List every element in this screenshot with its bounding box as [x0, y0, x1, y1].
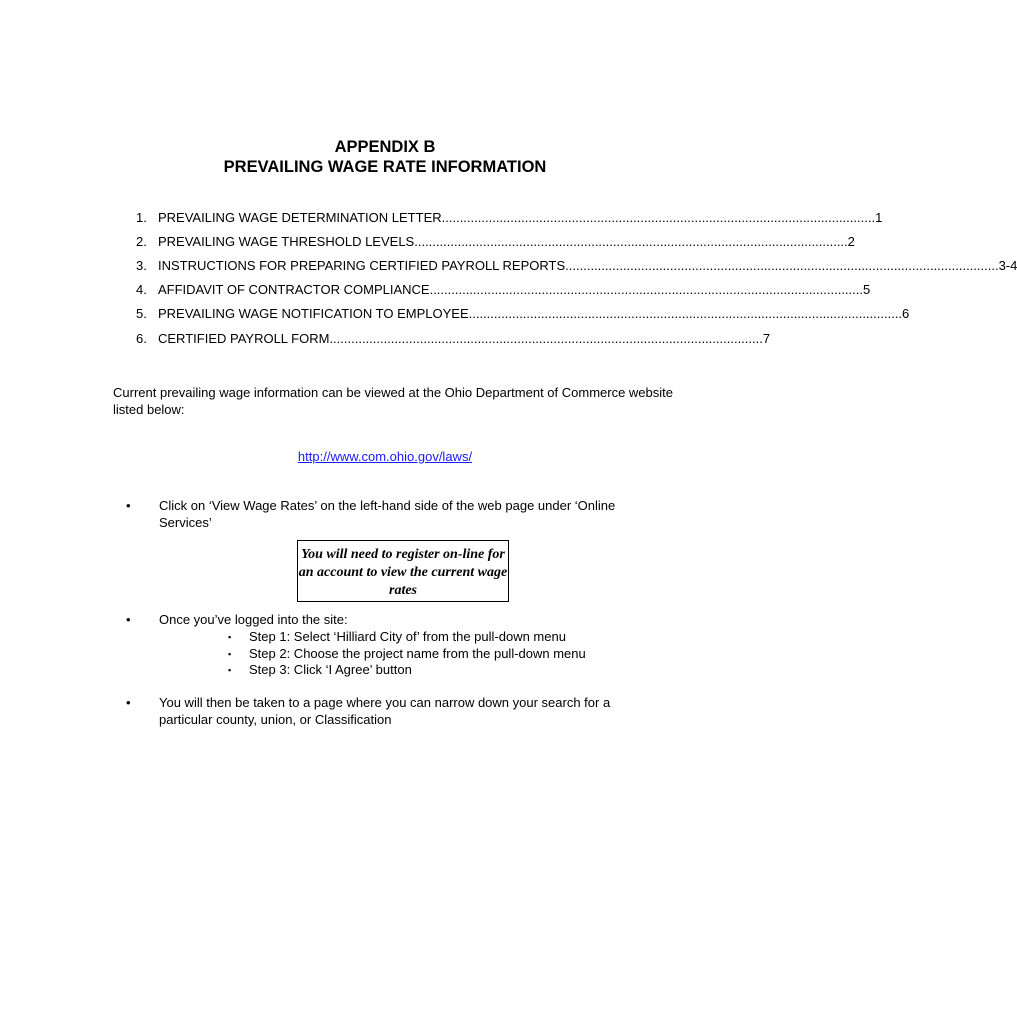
step-text: Step 1: Select ‘Hilliard City of’ from the pull-down menu — [249, 629, 566, 644]
bullet-text: Once you’ve logged into the site: — [159, 612, 348, 627]
bullet-text: Click on ‘View Wage Rates’ on the left-hand side of the web page under ‘Online Services’ — [159, 498, 616, 530]
toc-item-number: 3. — [136, 257, 147, 273]
bullet-text: You will then be taken to a page where you can narrow down your search for a particular county, union, or Classification — [159, 695, 611, 727]
bullet-item — [126, 612, 666, 629]
toc-item — [136, 302, 910, 326]
toc-leader-dots: ........................................................................................................................ — [329, 330, 763, 346]
toc-item — [136, 229, 855, 253]
toc-item-page: 1 — [875, 209, 883, 225]
steps-list — [228, 629, 586, 679]
step-item — [228, 662, 586, 679]
toc-item-text: INSTRUCTIONS FOR PREPARING CERTIFIED PAYROLL REPORTS — [158, 257, 566, 273]
toc-leader-dots: ........................................................................................................................ — [429, 282, 863, 298]
toc-item-text: AFFIDAVIT OF CONTRACTOR COMPLIANCE — [158, 282, 430, 298]
square-bullet-icon: ▪ — [228, 632, 232, 642]
toc-item-text: PREVAILING WAGE NOTIFICATION TO EMPLOYEE — [158, 306, 469, 322]
toc-item-page: 3-4 — [998, 257, 1017, 273]
toc-item-number: 1. — [136, 209, 147, 225]
toc-item-page: 5 — [863, 282, 871, 298]
toc-item-text: CERTIFIED PAYROLL FORM — [158, 330, 330, 346]
toc-item — [136, 253, 1017, 277]
toc-leader-dots: ........................................................................................................................ — [468, 306, 903, 322]
toc-item — [136, 278, 871, 302]
step-text: Step 2: Choose the project name from the pull-down menu — [249, 645, 586, 661]
toc-leader-dots: ........................................................................................................................ — [565, 257, 999, 273]
toc-item-number: 2. — [136, 233, 147, 249]
ohio-commerce-link[interactable]: http://www.com.ohio.gov/laws/ — [297, 449, 473, 464]
toc-item-page: 6 — [902, 306, 910, 322]
toc-leader-dots: ........................................................................................................................ — [441, 209, 876, 225]
bullet-item — [126, 695, 666, 728]
square-bullet-icon: ▪ — [228, 648, 232, 659]
bullet-dot-icon: • — [126, 612, 131, 627]
toc-item-number: 6. — [136, 330, 147, 346]
step-text: Step 3: Click ‘I Agree’ button — [249, 662, 412, 677]
intro-paragraph: Current prevailing wage information can be viewed at the Ohio Department of Commerce website listed below: — [113, 385, 673, 417]
register-notice-box: You will need to register on-line for an account to view the current wage rates — [297, 540, 509, 602]
toc-item-number: 4. — [136, 282, 147, 298]
toc-item-page: 2 — [847, 233, 855, 249]
toc-item-page: 7 — [762, 330, 771, 346]
toc-item-number: 5. — [136, 306, 147, 322]
step-item — [228, 629, 586, 646]
website-link-line — [0, 449, 770, 464]
toc-leader-dots: ........................................................................................................................ — [414, 233, 848, 249]
bullet-item — [126, 498, 666, 531]
toc-item-text: PREVAILING WAGE THRESHOLD LEVELS — [158, 233, 415, 249]
toc-item — [136, 326, 771, 350]
square-bullet-icon: ▪ — [228, 665, 232, 675]
step-item — [228, 646, 586, 663]
document-title: PREVAILING WAGE RATE INFORMATION — [223, 158, 547, 176]
toc-item-text: PREVAILING WAGE DETERMINATION LETTER — [158, 209, 442, 225]
bullet-dot-icon: • — [126, 695, 131, 710]
toc-item — [136, 205, 883, 229]
appendix-title: APPENDIX B — [334, 138, 436, 156]
bullet-dot-icon: • — [126, 498, 131, 513]
table-of-contents — [136, 205, 1017, 350]
